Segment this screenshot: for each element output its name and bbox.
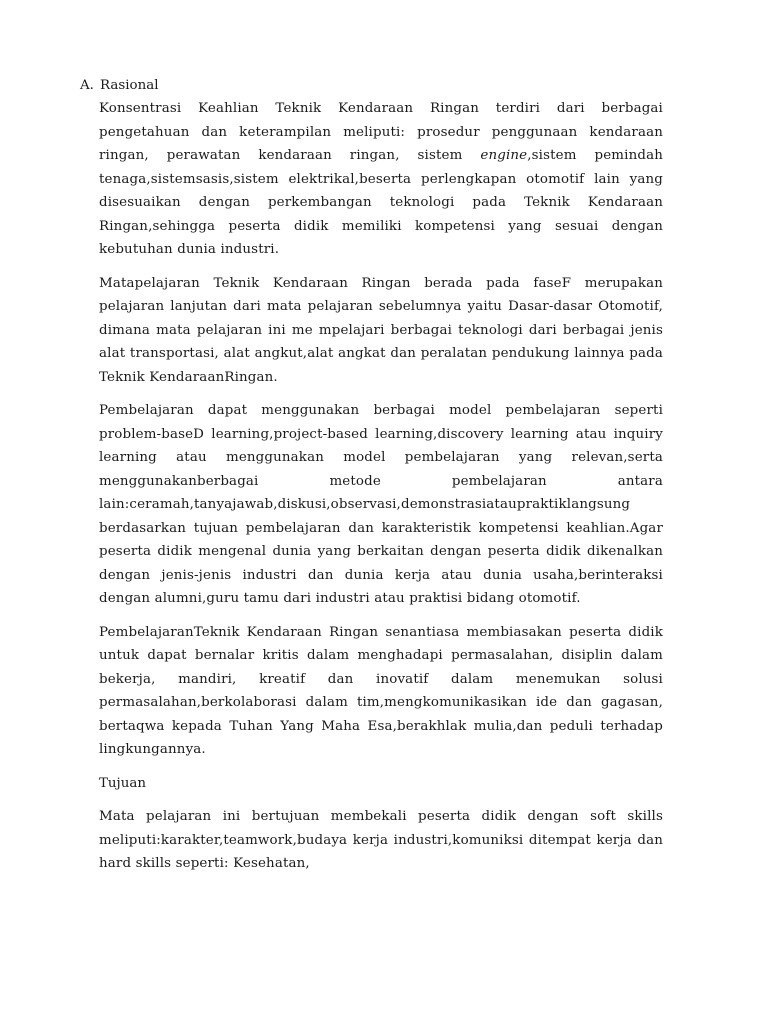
paragraph-pembelajaran-karakter: PembelajaranTeknik Kendaraan Ringan senantiasa membiasakan peserta didik untuk dapat bernalar kritis dalam menghadapi permasalahan, disiplin dalam bekerja, mandiri, kreatif dan inovatif dalam menemukan solusi permasalahan,berkolaborasi dalam tim,mengkomunikasikan ide dan gagasan, bertaqwa kepada Tuhan Yang Maha Esa,berakhlak mulia,dan peduli terhadap lingkungannya. bbox=[99, 624, 663, 757]
paragraph-matapelajaran: Matapelajaran Teknik Kendaraan Ringan berada pada faseF merupakan pelajaran lanjutan dari mata pelajaran sebelumnya yaitu Dasar-dasar Otomotif, dimana mata pelajaran ini me mpelajari berbagai teknologi dari berbagai jenis alat transportasi, alat angkut,alat angkat dan peralatan pendukung lainnya pada Teknik KendaraanRingan. bbox=[99, 275, 663, 385]
paragraph-konsentrasi-text-1: Konsentrasi Keahlian Teknik Kendaraan Ringan terdiri dari berbagai pengetahuan dan keterampilan meliputi: prosedur penggunaan kendaraan ringan, perawatan kendaraan ringan, sistem bbox=[99, 101, 663, 163]
section-heading-rasional bbox=[80, 77, 158, 95]
paragraph-pembelajaran-model: Pembelajaran dapat menggunakan berbagai model pembelajaran seperti problem-baseD learning,project-based learning,discovery learning atau inquiry learning atau menggunakan model pembelajaran yang relevan,serta menggunakanberbagai metode pembelajaran antara lain:ceramah,tanyajawab,diskusi,observasi,demonstrasiataupraktiklangsung berdasarkan tujuan pembelajaran dan karakteristik kompetensi keahlian.Agar peserta didik mengenal dunia yang berkaitan dengan peserta didik dikenalkan dengan jenis-jenis industri dan dunia kerja atau dunia usaha,berinteraksi dengan alumni,guru tamu dari industri atau praktisi bidang otomotif. bbox=[99, 403, 663, 606]
paragraph-konsentrasi-italic: engine bbox=[480, 148, 528, 163]
paragraph-konsentrasi-text-2: ,sistem pemindah tenaga,sistemsasis,sistem elektrikal,beserta perlengkapan otomotif lain yang disesuaikan dengan perkembangan teknologi pada Teknik Kendaraan Ringan,sehingga peserta didik memiliki kompetensi yang sesuai dengan kebutuhan dunia industri. bbox=[99, 148, 663, 257]
section-body bbox=[99, 97, 663, 886]
section-marker: A. bbox=[80, 78, 94, 93]
subheading-tujuan: Tujuan bbox=[99, 775, 146, 791]
paragraph-konsentrasi bbox=[99, 97, 663, 262]
section-title: Rasional bbox=[100, 78, 159, 93]
paragraph-tujuan: Mata pelajaran ini bertujuan membekali peserta didik dengan soft skills meliputi:karakter,teamwork,budaya kerja industri,komuniksi ditempat kerja dan hard skills seperti: Kesehatan, bbox=[99, 809, 663, 871]
